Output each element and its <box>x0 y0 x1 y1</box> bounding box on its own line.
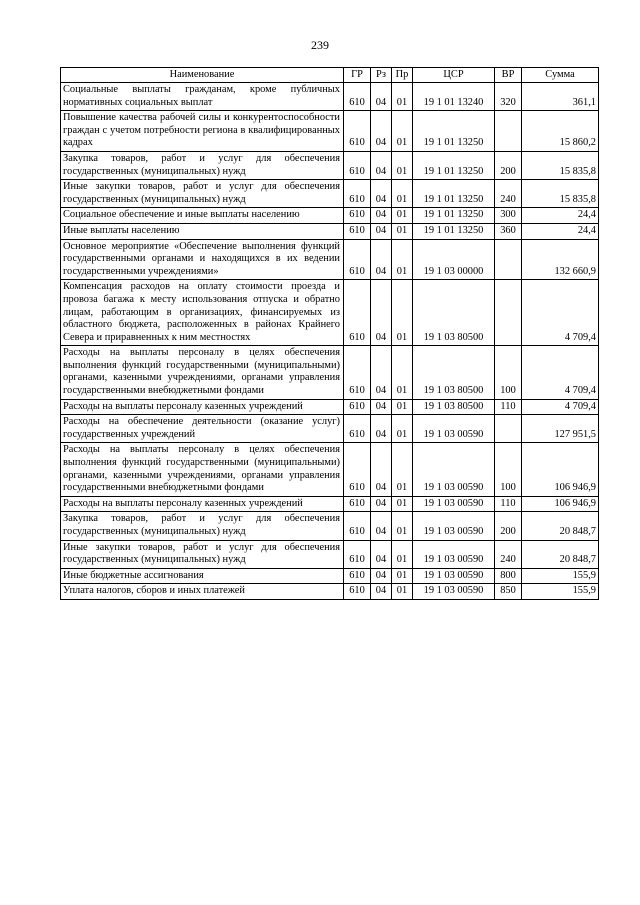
cell-pr: 01 <box>392 540 413 568</box>
cell-sum: 20 848,7 <box>522 512 599 540</box>
cell-name: Компенсация расходов на оплату стоимости проезда и провоза багажа к месту использования отпуска и обратно лицам, работающим в организациях, финансируемых из областного бюджета, расположенных в районах Крайнего Севера и приравненных к ним местностях <box>61 280 344 346</box>
cell-vr: 110 <box>495 496 522 512</box>
cell-csr: 19 1 03 00590 <box>413 540 495 568</box>
cell-pr: 01 <box>392 208 413 224</box>
cell-gr: 610 <box>344 584 371 600</box>
cell-rz: 04 <box>371 496 392 512</box>
cell-vr: 850 <box>495 584 522 600</box>
cell-pr: 01 <box>392 346 413 399</box>
table-row <box>61 111 599 152</box>
cell-gr: 610 <box>344 443 371 496</box>
page-number: 239 <box>311 38 329 52</box>
cell-csr: 19 1 01 13250 <box>413 151 495 179</box>
cell-rz: 04 <box>371 208 392 224</box>
cell-vr <box>495 111 522 152</box>
column-header-csr: ЦСР <box>413 68 495 83</box>
cell-rz: 04 <box>371 239 392 280</box>
cell-csr: 19 1 03 80500 <box>413 346 495 399</box>
table-row <box>61 83 599 111</box>
cell-pr: 01 <box>392 512 413 540</box>
cell-vr: 110 <box>495 399 522 415</box>
header-row <box>61 68 599 83</box>
cell-sum: 15 835,8 <box>522 151 599 179</box>
cell-sum: 106 946,9 <box>522 496 599 512</box>
table-row <box>61 239 599 280</box>
cell-csr: 19 1 03 00590 <box>413 415 495 443</box>
cell-sum: 4 709,4 <box>522 346 599 399</box>
cell-sum: 15 860,2 <box>522 111 599 152</box>
cell-name: Иные выплаты населению <box>61 223 344 239</box>
table-header <box>61 68 599 83</box>
cell-name: Иные бюджетные ассигнования <box>61 568 344 584</box>
column-header-rz: Рз <box>371 68 392 83</box>
cell-sum: 155,9 <box>522 568 599 584</box>
cell-rz: 04 <box>371 111 392 152</box>
column-header-vr: ВР <box>495 68 522 83</box>
cell-vr: 800 <box>495 568 522 584</box>
column-header-name: Наименование <box>61 68 344 83</box>
cell-vr: 320 <box>495 83 522 111</box>
cell-csr: 19 1 03 00000 <box>413 239 495 280</box>
cell-name: Закупка товаров, работ и услуг для обеспечения государственных (муниципальных) нужд <box>61 512 344 540</box>
cell-pr: 01 <box>392 83 413 111</box>
cell-rz: 04 <box>371 223 392 239</box>
cell-gr: 610 <box>344 346 371 399</box>
cell-pr: 01 <box>392 223 413 239</box>
cell-pr: 01 <box>392 568 413 584</box>
table-row <box>61 280 599 346</box>
cell-vr: 200 <box>495 512 522 540</box>
cell-pr: 01 <box>392 239 413 280</box>
table-row <box>61 180 599 208</box>
cell-pr: 01 <box>392 111 413 152</box>
cell-vr: 240 <box>495 180 522 208</box>
cell-sum: 20 848,7 <box>522 540 599 568</box>
cell-rz: 04 <box>371 568 392 584</box>
cell-rz: 04 <box>371 280 392 346</box>
cell-gr: 610 <box>344 399 371 415</box>
cell-pr: 01 <box>392 280 413 346</box>
table-row <box>61 208 599 224</box>
cell-gr: 610 <box>344 83 371 111</box>
cell-sum: 132 660,9 <box>522 239 599 280</box>
cell-rz: 04 <box>371 512 392 540</box>
cell-sum: 24,4 <box>522 223 599 239</box>
table-body <box>61 83 599 600</box>
cell-gr: 610 <box>344 223 371 239</box>
cell-rz: 04 <box>371 540 392 568</box>
column-header-sum: Сумма <box>522 68 599 83</box>
cell-csr: 19 1 01 13240 <box>413 83 495 111</box>
cell-vr: 100 <box>495 346 522 399</box>
cell-csr: 19 1 03 00590 <box>413 443 495 496</box>
cell-name: Закупка товаров, работ и услуг для обеспечения государственных (муниципальных) нужд <box>61 151 344 179</box>
cell-csr: 19 1 03 00590 <box>413 584 495 600</box>
cell-pr: 01 <box>392 415 413 443</box>
cell-vr <box>495 415 522 443</box>
cell-rz: 04 <box>371 151 392 179</box>
cell-csr: 19 1 01 13250 <box>413 180 495 208</box>
budget-table <box>60 67 599 600</box>
cell-rz: 04 <box>371 584 392 600</box>
cell-vr: 240 <box>495 540 522 568</box>
table-row <box>61 512 599 540</box>
cell-name: Расходы на обеспечение деятельности (оказание услуг) государственных учреждений <box>61 415 344 443</box>
table-row <box>61 584 599 600</box>
table-row <box>61 399 599 415</box>
cell-sum: 4 709,4 <box>522 280 599 346</box>
table-row <box>61 415 599 443</box>
table-row <box>61 496 599 512</box>
cell-csr: 19 1 01 13250 <box>413 111 495 152</box>
cell-sum: 155,9 <box>522 584 599 600</box>
cell-gr: 610 <box>344 415 371 443</box>
cell-vr <box>495 280 522 346</box>
cell-gr: 610 <box>344 208 371 224</box>
cell-name: Уплата налогов, сборов и иных платежей <box>61 584 344 600</box>
cell-gr: 610 <box>344 540 371 568</box>
cell-csr: 19 1 03 80500 <box>413 280 495 346</box>
cell-pr: 01 <box>392 443 413 496</box>
cell-pr: 01 <box>392 399 413 415</box>
table-row <box>61 151 599 179</box>
cell-rz: 04 <box>371 415 392 443</box>
table-row <box>61 568 599 584</box>
cell-gr: 610 <box>344 111 371 152</box>
cell-pr: 01 <box>392 151 413 179</box>
cell-rz: 04 <box>371 83 392 111</box>
cell-gr: 610 <box>344 568 371 584</box>
table-row <box>61 443 599 496</box>
cell-sum: 4 709,4 <box>522 399 599 415</box>
cell-name: Основное мероприятие «Обеспечение выполнения функций государственными органами и находящихся в их ведении государственными учреждениями» <box>61 239 344 280</box>
cell-name: Расходы на выплаты персоналу казенных учреждений <box>61 399 344 415</box>
cell-name: Повышение качества рабочей силы и конкурентоспособности граждан с учетом потребности региона в квалифицированных кадрах <box>61 111 344 152</box>
cell-vr: 300 <box>495 208 522 224</box>
cell-sum: 15 835,8 <box>522 180 599 208</box>
cell-pr: 01 <box>392 584 413 600</box>
cell-name: Социальное обеспечение и иные выплаты населению <box>61 208 344 224</box>
cell-sum: 127 951,5 <box>522 415 599 443</box>
cell-csr: 19 1 03 00590 <box>413 568 495 584</box>
cell-vr: 200 <box>495 151 522 179</box>
cell-name: Расходы на выплаты персоналу казенных учреждений <box>61 496 344 512</box>
cell-csr: 19 1 01 13250 <box>413 223 495 239</box>
cell-rz: 04 <box>371 443 392 496</box>
table-row <box>61 346 599 399</box>
cell-rz: 04 <box>371 346 392 399</box>
cell-pr: 01 <box>392 496 413 512</box>
cell-rz: 04 <box>371 399 392 415</box>
cell-name: Иные закупки товаров, работ и услуг для обеспечения государственных (муниципальных) нужд <box>61 540 344 568</box>
cell-name: Социальные выплаты гражданам, кроме публичных нормативных социальных выплат <box>61 83 344 111</box>
cell-name: Иные закупки товаров, работ и услуг для обеспечения государственных (муниципальных) нужд <box>61 180 344 208</box>
cell-csr: 19 1 03 80500 <box>413 399 495 415</box>
cell-rz: 04 <box>371 180 392 208</box>
cell-csr: 19 1 01 13250 <box>413 208 495 224</box>
cell-vr: 100 <box>495 443 522 496</box>
cell-gr: 610 <box>344 239 371 280</box>
cell-csr: 19 1 03 00590 <box>413 496 495 512</box>
column-header-gr: ГР <box>344 68 371 83</box>
cell-gr: 610 <box>344 151 371 179</box>
cell-gr: 610 <box>344 496 371 512</box>
table-row <box>61 223 599 239</box>
cell-vr <box>495 239 522 280</box>
cell-vr: 360 <box>495 223 522 239</box>
column-header-pr: Пр <box>392 68 413 83</box>
cell-gr: 610 <box>344 280 371 346</box>
table-row <box>61 540 599 568</box>
cell-gr: 610 <box>344 512 371 540</box>
cell-name: Расходы на выплаты персоналу в целях обеспечения выполнения функций государственными (муниципальными) органами, казенными учреждениями, органами управления государственными внебюджетными фондами <box>61 443 344 496</box>
cell-csr: 19 1 03 00590 <box>413 512 495 540</box>
cell-gr: 610 <box>344 180 371 208</box>
cell-sum: 361,1 <box>522 83 599 111</box>
cell-name: Расходы на выплаты персоналу в целях обеспечения выполнения функций государственными (муниципальными) органами, казенными учреждениями, органами управления государственными внебюджетными фондами <box>61 346 344 399</box>
cell-sum: 106 946,9 <box>522 443 599 496</box>
cell-sum: 24,4 <box>522 208 599 224</box>
cell-pr: 01 <box>392 180 413 208</box>
